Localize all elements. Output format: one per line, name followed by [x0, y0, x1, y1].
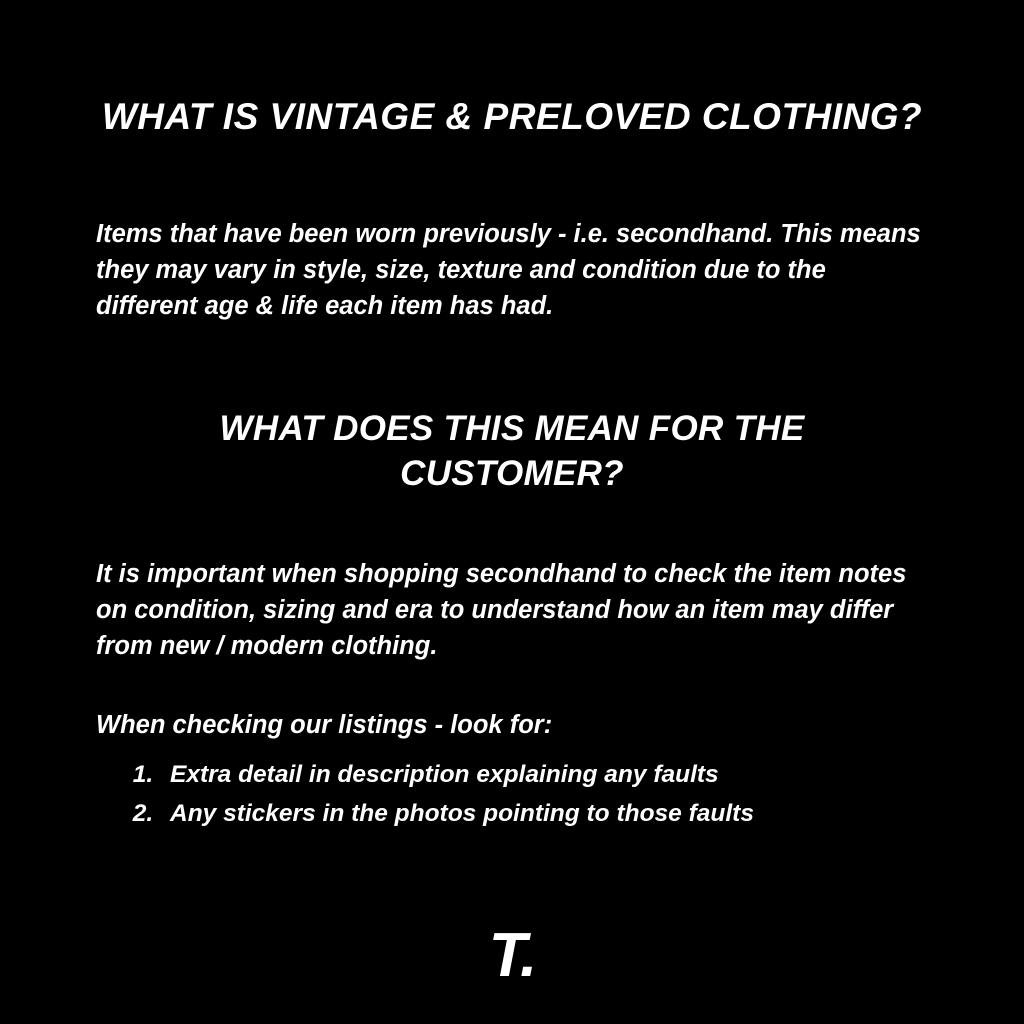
intro-paragraph: Items that have been worn previously - i.e. secondhand. This means they may vary in style, size, texture and condition due to the different age & life each item has had. [96, 219, 921, 320]
page-title: WHAT IS VINTAGE & PRELOVED CLOTHING? [101, 95, 923, 137]
list-item: 2. Any stickers in the photos pointing to those faults [160, 794, 1020, 833]
customer-paragraph: It is important when shopping secondhand to check the item notes on condition, sizing and era to understand how an item may differ from new / modern clothing. [96, 559, 907, 660]
listings-prompt: When checking our listings - look for: [96, 710, 553, 739]
list-item: 1. Extra detail in description explaining any faults [160, 755, 1020, 794]
section-heading-customer: WHAT DOES THIS MEAN FOR THE CUSTOMER? [219, 409, 805, 493]
checklist [96, 755, 1020, 833]
brand-logo: T. [488, 921, 536, 990]
